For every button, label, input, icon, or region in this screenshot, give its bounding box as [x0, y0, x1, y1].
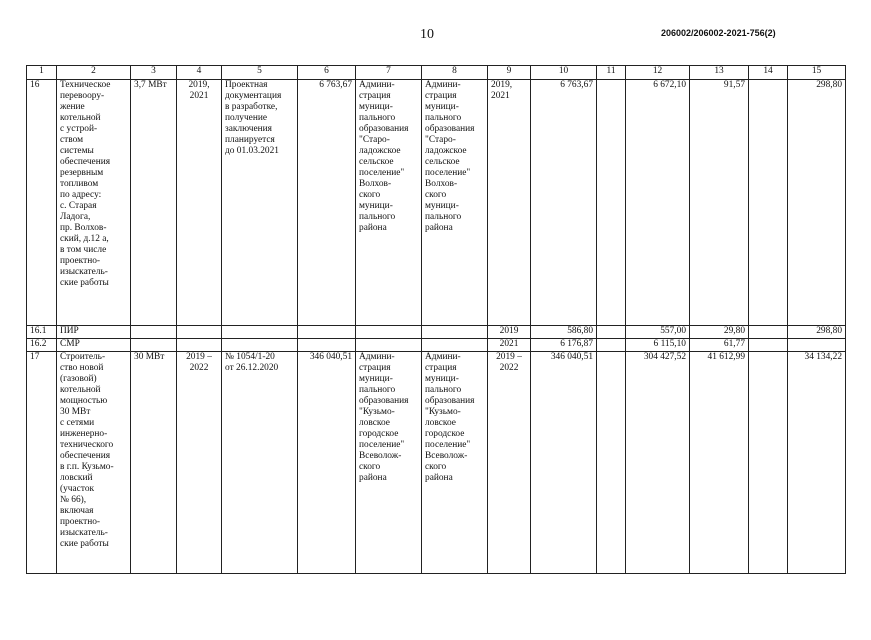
capacity	[131, 326, 177, 339]
header-cell: 3	[131, 66, 177, 80]
col-11	[597, 326, 626, 339]
col-14	[749, 326, 788, 339]
header-cell: 8	[422, 66, 488, 80]
object-name: ПИР	[57, 326, 131, 339]
developer	[422, 339, 488, 352]
developer: Админи- страция муници- пального образования "Кузьмо- ловское городское поселение" Всеволож- ского района	[422, 352, 488, 574]
object-name: Техническое перевоору- жение котельной с устрой- ством системы обеспечения резервным топливом по адресу: с. Старая Ладога, пр. Волхов- ский, д.12 а, в том числе проектно- изыскатель- ские работы	[57, 80, 131, 326]
column-number-header	[27, 66, 846, 80]
col-12: 557,00	[626, 326, 690, 339]
col-15	[788, 339, 846, 352]
investment-program-table	[26, 65, 846, 574]
col-14	[749, 352, 788, 574]
estimated-cost	[298, 339, 356, 352]
customer	[356, 339, 422, 352]
total-amount: 6 176,87	[531, 339, 597, 352]
years: 2019 – 2022	[177, 352, 222, 574]
header-cell: 7	[356, 66, 422, 80]
years: 2019, 2021	[177, 80, 222, 326]
project-documentation	[222, 339, 298, 352]
document-code: 206002/206002-2021-756(2)	[661, 28, 776, 38]
row-number: 16.2	[27, 339, 57, 352]
row-number: 16.1	[27, 326, 57, 339]
capacity: 30 МВт	[131, 352, 177, 574]
header-cell: 12	[626, 66, 690, 80]
project-documentation: № 1054/1-20 от 26.12.2020	[222, 352, 298, 574]
row-number: 17	[27, 352, 57, 574]
header-cell: 9	[488, 66, 531, 80]
object-name: Строитель- ство новой (газовой) котельной мощностью 30 МВт с сетями инженерно- технического обеспечения в г.п. Кузьмо- ловский (участок № 66), включая проектно- изыскатель- ские работы	[57, 352, 131, 574]
customer: Админи- страция муници- пального образования "Кузьмо- ловское городское поселение" Всеволож- ского района	[356, 352, 422, 574]
period: 2019, 2021	[488, 80, 531, 326]
developer	[422, 326, 488, 339]
header-cell: 13	[690, 66, 749, 80]
header-cell: 1	[27, 66, 57, 80]
period: 2021	[488, 339, 531, 352]
col-13: 41 612,99	[690, 352, 749, 574]
header-cell: 15	[788, 66, 846, 80]
col-13: 61,77	[690, 339, 749, 352]
col-11	[597, 80, 626, 326]
header-cell: 11	[597, 66, 626, 80]
col-12: 6 115,10	[626, 339, 690, 352]
page-number: 10	[420, 27, 434, 42]
total-amount: 6 763,67	[531, 80, 597, 326]
col-15: 298,80	[788, 326, 846, 339]
customer	[356, 326, 422, 339]
capacity	[131, 339, 177, 352]
developer: Админи- страция муници- пального образования "Старо- ладожское сельское поселение" Волхов- ского муници- пального района	[422, 80, 488, 326]
total-amount: 586,80	[531, 326, 597, 339]
object-name: СМР	[57, 339, 131, 352]
customer: Админи- страция муници- пального образования "Старо- ладожское сельское поселение" Волхов- ского муници- пального района	[356, 80, 422, 326]
table-row	[27, 326, 846, 339]
header-cell: 2	[57, 66, 131, 80]
years	[177, 339, 222, 352]
header-cell: 14	[749, 66, 788, 80]
years	[177, 326, 222, 339]
header-cell: 10	[531, 66, 597, 80]
project-documentation	[222, 326, 298, 339]
col-13: 29,80	[690, 326, 749, 339]
row-number: 16	[27, 80, 57, 326]
col-14	[749, 339, 788, 352]
col-11	[597, 339, 626, 352]
total-amount: 346 040,51	[531, 352, 597, 574]
header-cell: 5	[222, 66, 298, 80]
table-row	[27, 352, 846, 574]
col-15: 34 134,22	[788, 352, 846, 574]
estimated-cost	[298, 326, 356, 339]
table-row	[27, 80, 846, 326]
header-cell: 4	[177, 66, 222, 80]
col-15: 298,80	[788, 80, 846, 326]
period: 2019 – 2022	[488, 352, 531, 574]
col-11	[597, 352, 626, 574]
estimated-cost: 6 763,67	[298, 80, 356, 326]
col-12: 304 427,52	[626, 352, 690, 574]
col-14	[749, 80, 788, 326]
estimated-cost: 346 040,51	[298, 352, 356, 574]
table-row	[27, 339, 846, 352]
capacity: 3,7 МВт	[131, 80, 177, 326]
period: 2019	[488, 326, 531, 339]
project-documentation: Проектная документация в разработке, получение заключения планируется до 01.03.2021	[222, 80, 298, 326]
col-13: 91,57	[690, 80, 749, 326]
col-12: 6 672,10	[626, 80, 690, 326]
header-cell: 6	[298, 66, 356, 80]
